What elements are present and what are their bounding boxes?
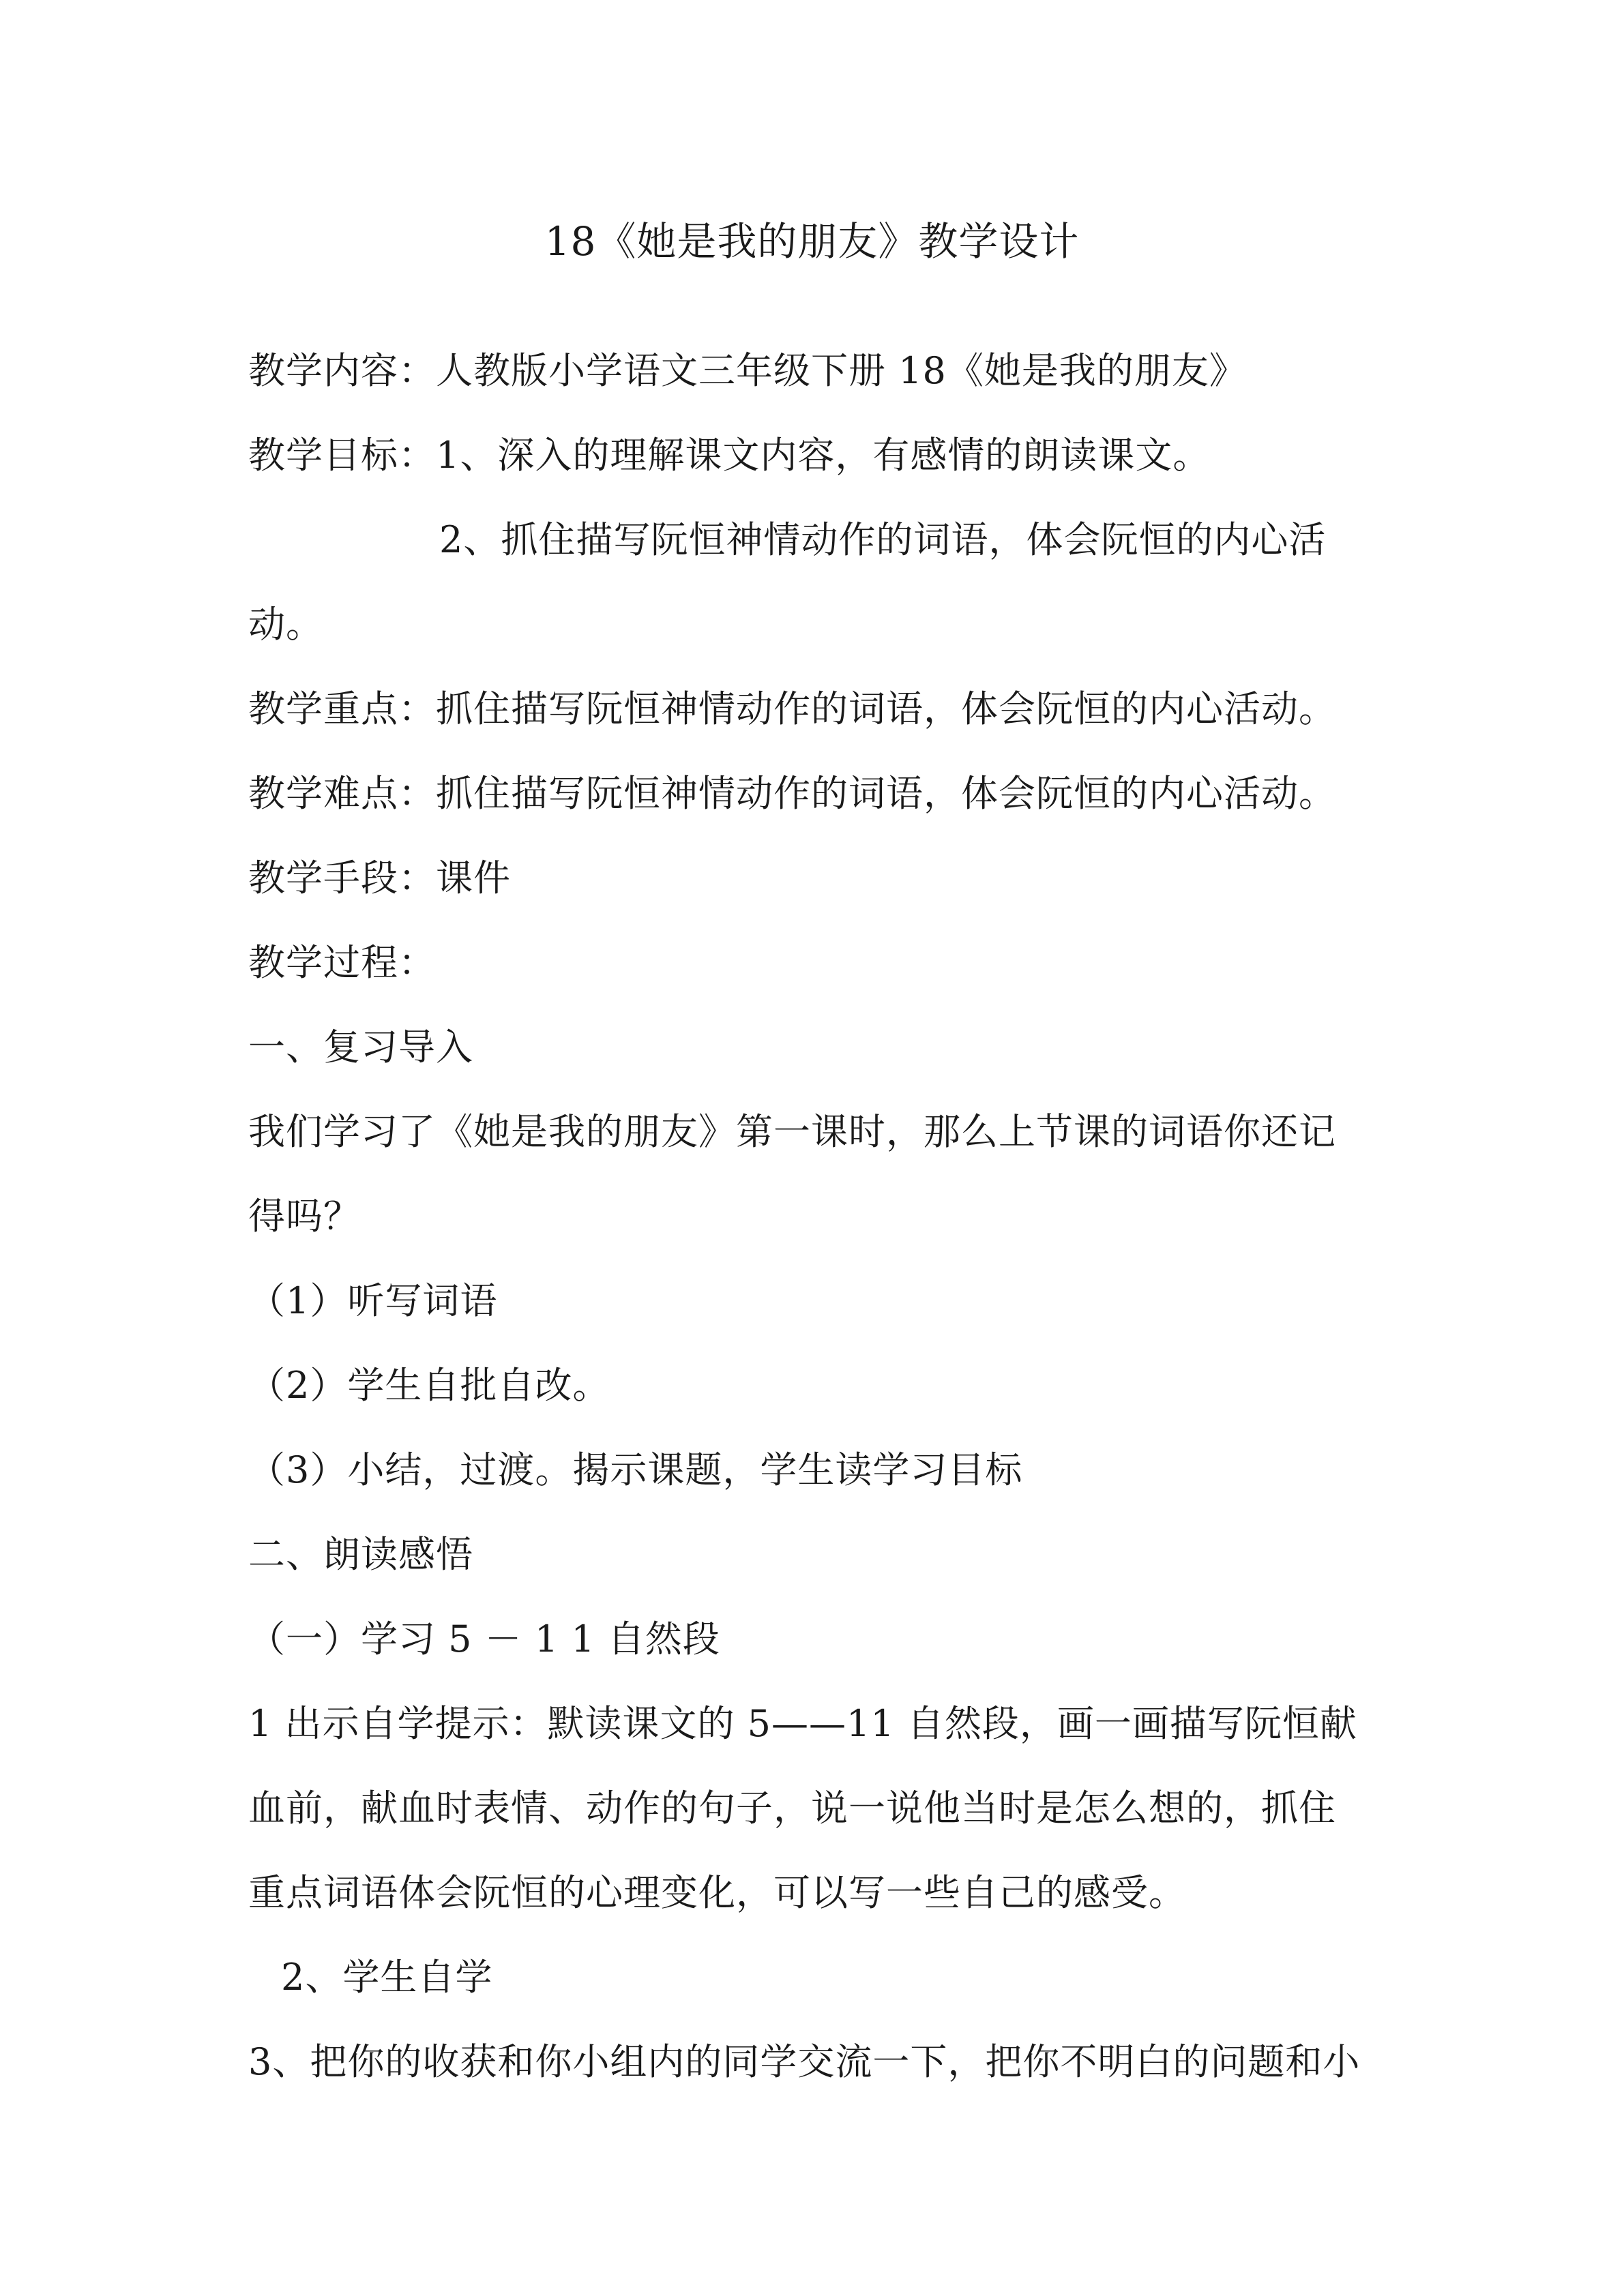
document-title: 18《她是我的朋友》教学设计 [544, 218, 1080, 265]
step-summary: （3）小结，过渡。揭示课题，学生读学习目标 [248, 1448, 1023, 1491]
subsection-1-heading: （一）学习 5 － 1 1 自然段 [248, 1617, 720, 1660]
teaching-means: 教学手段：课件 [248, 856, 511, 899]
teaching-goal-2: 2、抓住描写阮恒神情动作的词语，体会阮恒的内心活 [439, 518, 1327, 561]
self-study-prompt-line-1: 1 出示自学提示：默读课文的 5——11 自然段，画一画描写阮恒献 [248, 1702, 1357, 1745]
self-study-prompt-line-2: 血前，献血时表情、动作的句子，说一说他当时是怎么想的，抓住 [248, 1787, 1336, 1830]
paragraph-review-line-2: 得吗？ [248, 1195, 361, 1238]
teaching-goal-1: 教学目标：1、深入的理解课文内容，有感情的朗读课文。 [248, 434, 1211, 477]
teaching-content: 教学内容：人教版小学语文三年级下册 18《她是我的朋友》 [248, 349, 1247, 392]
teaching-difficulty: 教学难点：抓住描写阮恒神情动作的词语，体会阮恒的内心活动。 [248, 772, 1336, 815]
step-self-correct: （2）学生自批自改。 [248, 1364, 610, 1407]
step-self-study: 2、学生自学 [281, 1956, 493, 1999]
teaching-key-point: 教学重点：抓住描写阮恒神情动作的词语，体会阮恒的内心活动。 [248, 687, 1336, 730]
section-2-heading: 二、朗读感悟 [248, 1533, 473, 1576]
section-1-heading: 一、复习导入 [248, 1026, 473, 1069]
step-dictation: （1）听写词语 [248, 1279, 498, 1322]
step-group-exchange: 3、把你的收获和你小组内的同学交流一下，把你不明白的问题和小 [248, 2040, 1361, 2083]
paragraph-review-line-1: 我们学习了《她是我的朋友》第一课时，那么上节课的词语你还记 [248, 1110, 1336, 1153]
self-study-prompt-line-3: 重点词语体会阮恒的心理变化，可以写一些自己的感受。 [248, 1871, 1186, 1914]
teaching-goal-2-cont: 动。 [248, 603, 323, 646]
teaching-process-heading: 教学过程： [248, 941, 436, 984]
